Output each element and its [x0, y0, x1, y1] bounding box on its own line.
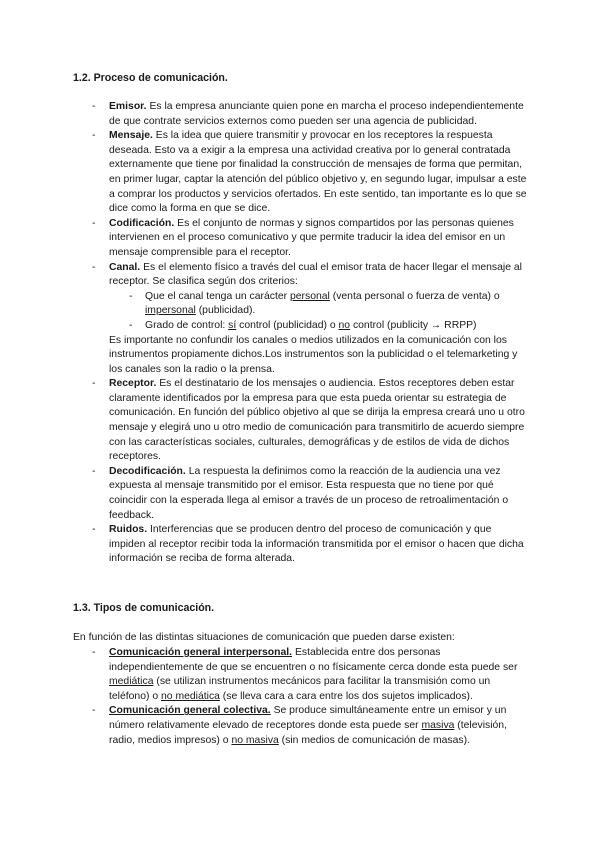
- text-interpersonal: (se lleva cara a cara entre los dos sujetos implicados).: [219, 690, 473, 702]
- section-title-tipos: 1.3. Tipos de comunicación.: [73, 602, 215, 614]
- term-interpersonal: Comunicación general interpersonal.: [109, 647, 293, 658]
- term-canal: Canal.: [109, 261, 141, 273]
- text-colectiva: (sin medios de comunicación de masas).: [278, 734, 470, 746]
- term-receptor: Receptor.: [109, 378, 157, 390]
- underlined-term: mediática: [109, 676, 154, 688]
- bullet-dash: -: [92, 217, 96, 229]
- tipos-intro: En función de las distintas situaciones de comunicación que pueden darse existen:: [73, 632, 455, 643]
- list-item-canal: [0, 261, 530, 378]
- text-colectiva: Se produce simultáneamente entre un emisor y un número relativamente elevado de receptores donde esta puede ser: [109, 705, 507, 731]
- term-colectiva: Comunicación general colectiva.: [109, 705, 271, 717]
- sub-bullet-dash: -: [129, 319, 133, 331]
- underlined-term: personal: [289, 290, 330, 302]
- term-mensaje: Mensaje.: [109, 130, 153, 142]
- list-item-mensaje: [0, 129, 530, 217]
- bullet-dash: -: [92, 130, 96, 142]
- criterion-text: control (publicity → RRPP): [350, 319, 477, 331]
- criterion-text: Grado de control:: [145, 319, 229, 331]
- list-item-emisor: [0, 100, 530, 129]
- underlined-term: sí: [228, 319, 237, 331]
- list-item-receptor: [0, 377, 530, 465]
- underlined-term: no masiva: [231, 734, 279, 746]
- text-emisor: Es la empresa anunciante quien pone en marcha el proceso independientemente de que contrate servicios externos como pueden ser una agencia de publicidad.: [109, 101, 524, 127]
- criterion-text: (venta personal o fuerza de venta) o: [329, 290, 500, 302]
- bullet-dash: -: [92, 465, 96, 477]
- bullet-dash: -: [92, 261, 96, 273]
- underlined-term: no: [338, 319, 351, 331]
- bullet-dash: -: [92, 705, 96, 717]
- tipos-list: [0, 646, 600, 748]
- text-interpersonal: (se utilizan instrumentos mecánicos para facilitar la transmisión como un teléfono) o: [109, 676, 491, 702]
- text-codificacion: Es el conjunto de normas y signos compartidos por las personas quienes intervienen en el proceso comunicativo y que permite traducir la idea del emisor en un mensaje comprensible para el receptor.: [109, 217, 514, 258]
- term-codificacion: Codificación.: [109, 217, 175, 229]
- bullet-dash: -: [92, 378, 96, 390]
- list-item-decodificacion: [0, 465, 530, 523]
- criterion-personal: [109, 290, 530, 319]
- list-item-ruidos: [0, 523, 530, 567]
- text-interpersonal: Establecida entre dos personas independientemente de que se encuentren o no físicamente cerca donde esta puede ser: [109, 647, 518, 673]
- term-emisor: Emisor.: [109, 101, 147, 112]
- text-decodificacion: La respuesta la definimos como la reacción de la audiencia una vez expuesta al mensaje transmitido por el emisor. Esta respuesta que no tiene por qué coincidir con la esperada llega al emisor a través de un proceso de retroalimentación o feedback.: [109, 465, 509, 521]
- term-decodificacion: Decodificación.: [109, 465, 186, 477]
- bullet-dash: -: [92, 524, 96, 536]
- section-title-proceso: 1.2. Proceso de comunicación.: [73, 72, 228, 84]
- bullet-dash: -: [92, 101, 96, 112]
- underlined-term: impersonal: [145, 305, 196, 317]
- criterion-text: control (publicidad) o: [236, 319, 339, 331]
- text-receptor: Es el destinatario de los mensajes o audiencia. Estos receptores deben estar claramente identificados por la empresa para que esta pueda orientar su estrategia de comunicación. En función del público objetivo al que se dirija la empresa creará uno u otro mensaje y elegirá uno u otro medio de comunicación para transmitirlo de acuerdo siempre con las características sociales, culturales, demográficas y de estilos de vida de dichos receptores.: [109, 378, 525, 463]
- text-ruidos: Interferencias que se producen dentro del proceso de comunicación y que impiden al receptor recibir toda la información transmitida por el emisor o hacen que dicha información se reciba de forma alterada.: [109, 524, 524, 565]
- canal-criteria-list: [109, 290, 530, 334]
- list-item-interpersonal: [0, 646, 530, 704]
- criterion-text: Que el canal tenga un carácter: [145, 290, 290, 302]
- list-item-codificacion: [0, 217, 530, 261]
- proceso-list: [0, 100, 600, 567]
- canal-note: Es importante no confundir los canales o medios utilizados en la comunicación con los instrumentos propiamente dichos.Los instrumentos son la publicidad o el telemarketing y los canales son la radio o la prensa.: [109, 334, 518, 375]
- sub-bullet-dash: -: [129, 290, 133, 302]
- criterion-control: [109, 319, 530, 334]
- text-mensaje: Es la idea que quiere transmitir y provocar en los receptores la respuesta deseada. Esto va a exigir a la empresa una actividad creativa por lo general contratada externamente que tiene por finalidad la construcción de mensajes de forma que permitan, en primer lugar, captar la atención del público objetivo y, en segundo lugar, impulsar a este a comprar los productos y servicios ofertados. En este sentido, tan importante es lo que se dice como la forma en que se dice.: [109, 130, 527, 215]
- underlined-term: masiva: [421, 719, 455, 731]
- bullet-dash: -: [92, 647, 96, 658]
- text-colectiva: (televisión, radio, medios impresos) o: [109, 719, 507, 746]
- underlined-term: no mediática: [161, 690, 220, 702]
- criterion-text: (publicidad).: [195, 305, 256, 317]
- text-canal: Es el elemento físico a través del cual el emisor trata de hacer llegar el mensaje al receptor. Se clasifica según dos criterios:: [109, 261, 522, 288]
- list-item-colectiva: [0, 704, 530, 748]
- term-ruidos: Ruidos.: [109, 524, 148, 536]
